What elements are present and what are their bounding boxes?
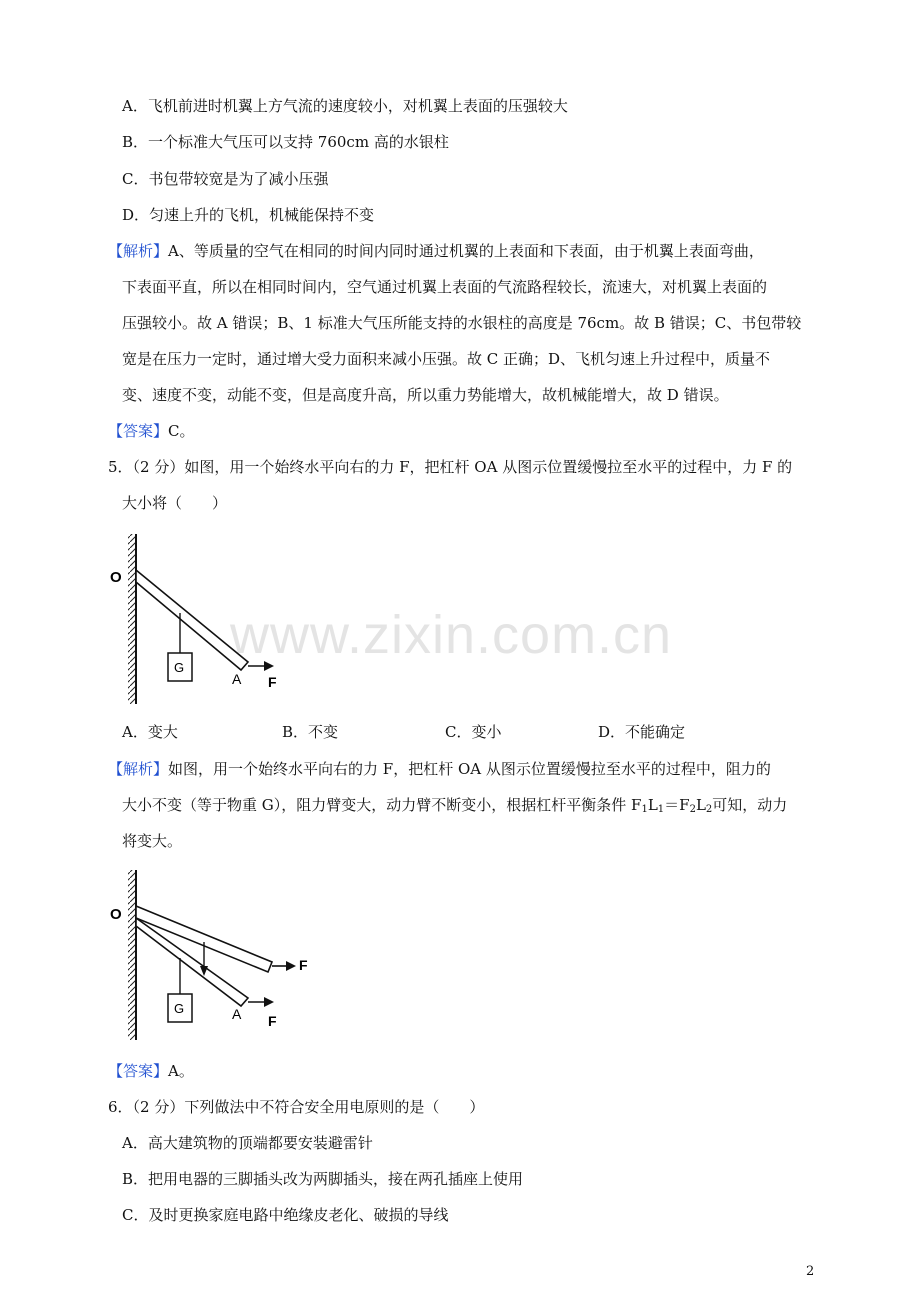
page-number: 2 [806, 1264, 815, 1279]
label-a: A [232, 1006, 242, 1022]
lever-figure-1 [100, 530, 300, 710]
label-f-top: F [299, 957, 308, 973]
subscript: 1 [657, 804, 665, 815]
q5-analysis-line-3: 将变大。 [122, 832, 183, 850]
q6-option-b: B．把用电器的三脚插头改为两脚插头，接在两孔插座上使用 [122, 1170, 524, 1188]
answer-text: C。 [168, 422, 195, 440]
analysis-tag: 【解析】 [108, 760, 169, 778]
wall-hatching [128, 534, 136, 704]
label-g: G [174, 1001, 185, 1016]
q5-option-a: A．变大 [122, 723, 178, 741]
subscript: 2 [705, 804, 713, 815]
label-f: F [268, 674, 277, 690]
q5-analysis-line-1 [108, 759, 771, 779]
label-a: A [232, 671, 242, 687]
analysis-text: 如图，用一个始终水平向右的力 F，把杠杆 OA 从图示位置缓慢拉至水平的过程中，阻力的 [168, 760, 771, 778]
q5-option-d: D．不能确定 [598, 723, 686, 741]
q5-stem-line-1: 5．（2 分）如图，用一个始终水平向右的力 F，把杠杆 OA 从图示位置缓慢拉至水平的过程中，力 F 的 [108, 458, 793, 476]
q6-option-c: C．及时更换家庭电路中绝缘皮老化、破损的导线 [122, 1206, 449, 1224]
label-f-bottom: F [268, 1013, 277, 1029]
q6-option-a: A．高大建筑物的顶端都要安装避雷针 [122, 1134, 373, 1152]
q4-option-a: A．飞机前进时机翼上方气流的速度较小，对机翼上表面的压强较大 [122, 97, 568, 115]
l-symbol: L [695, 796, 706, 814]
analysis-tag: 【解析】 [108, 242, 169, 260]
answer-tag: 【答案】 [108, 1062, 169, 1080]
l-symbol: L [647, 796, 658, 814]
equals-f: ＝F [664, 796, 690, 814]
q5-option-b: B．不变 [282, 723, 339, 741]
answer-tag: 【答案】 [108, 422, 169, 440]
q4-answer [108, 421, 195, 441]
q5-stem-line-2: 大小将（ ） [122, 494, 228, 512]
q4-option-c: C．书包带较宽是为了减小压强 [122, 170, 329, 188]
q5-option-c: C．变小 [445, 723, 502, 741]
q6-stem: 6．（2 分）下列做法中不符合安全用电原则的是（ ） [108, 1098, 485, 1116]
label-o: O [110, 569, 122, 586]
analysis-text: A、等质量的空气在相同的时间内同时通过机翼的上表面和下表面，由于机翼上表面弯曲， [168, 242, 764, 260]
q4-analysis-line-3: 压强较小。故 A 错误；B、1 标准大气压所能支持的水银柱的高度是 76cm。故 B 错误；C、书包带较 [122, 314, 802, 332]
q4-analysis-line-2: 下表面平直，所以在相同时间内，空气通过机翼上表面的气流路程较长，流速大，对机翼上表面的 [122, 278, 768, 296]
label-o: O [110, 906, 122, 923]
force-arrow-top-icon [286, 961, 296, 971]
label-g: G [174, 660, 185, 675]
force-arrow-icon [264, 661, 274, 671]
subscript: 1 [641, 804, 648, 815]
lever-figure-2 [100, 866, 330, 1046]
analysis-text: 大小不变（等于物重 G），阻力臂变大，动力臂不断变小，根据杠杆平衡条件 F [122, 796, 642, 814]
q4-analysis-line-5: 变、速度不变，动能不变，但是高度升高，所以重力势能增大，故机械能增大，故 D 错误。 [122, 386, 729, 404]
force-arrow-bottom-icon [264, 997, 274, 1007]
q4-option-d: D．匀速上升的飞机，机械能保持不变 [122, 206, 375, 224]
analysis-text: 可知，动力 [712, 796, 788, 814]
watermark: www.zixin.com.cn [230, 605, 673, 665]
subscript: 2 [689, 804, 696, 815]
q5-answer [108, 1061, 194, 1081]
q5-analysis-line-2 [122, 795, 787, 820]
wall-hatching [128, 870, 136, 1040]
q4-analysis-line-4: 宽是在压力一定时，通过增大受力面积来减小压强。故 C 正确；D、飞机匀速上升过程中，质量不 [122, 350, 771, 368]
q4-option-b: B．一个标准大气压可以支持 760cm 高的水银柱 [122, 133, 449, 151]
answer-text: A。 [168, 1062, 194, 1080]
q4-analysis-line-1 [108, 241, 764, 261]
